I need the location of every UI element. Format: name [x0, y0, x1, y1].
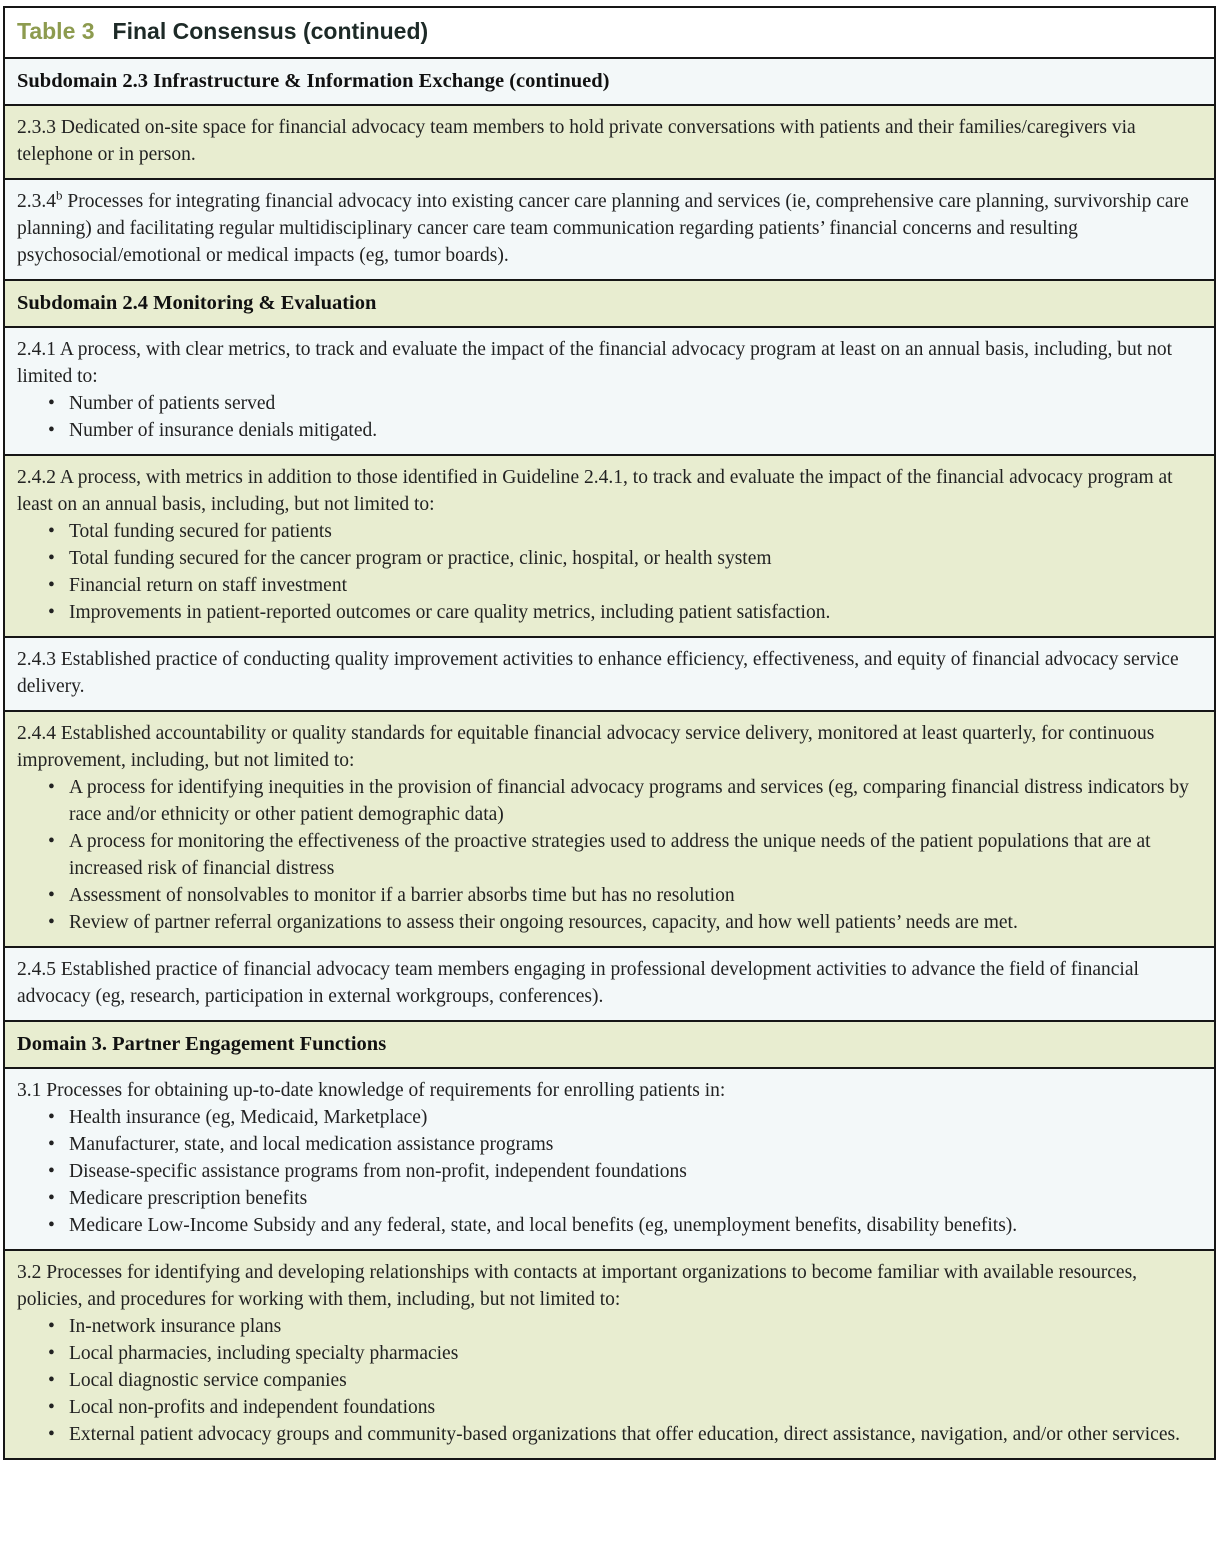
- bullet-item: [17, 1131, 1200, 1158]
- table-number-label: Table 3: [17, 18, 95, 44]
- consensus-table: [3, 6, 1216, 1460]
- bullet-icon: •: [48, 884, 55, 906]
- bullet-icon: •: [48, 1315, 55, 1337]
- bullet-item: [17, 1340, 1200, 1367]
- bullet-icon: •: [48, 419, 55, 441]
- guideline-body: Established practice of conducting quality improvement activities to enhance efficiency, effectiveness, and equity of financial advocacy service delivery.: [17, 648, 1179, 697]
- bullet-icon: •: [48, 911, 55, 933]
- guideline-text: [17, 1077, 1200, 1104]
- bullet-item: [17, 882, 1200, 909]
- bullet-icon: •: [48, 1214, 55, 1236]
- guideline-row: [5, 1067, 1214, 1249]
- section-title: Domain 3. Partner Engagement Functions: [17, 1032, 387, 1055]
- bullet-text: Medicare Low-Income Subsidy and any federal, state, and local benefits (eg, unemployment benefits, disability benefits).: [69, 1214, 1018, 1236]
- bullet-item: [17, 828, 1200, 882]
- guideline-text: [17, 646, 1200, 700]
- guideline-body: Dedicated on-site space for financial advocacy team members to hold private conversations with patients and their families/caregivers via telephone or in person.: [17, 116, 1136, 165]
- bullet-item: [17, 417, 1200, 444]
- bullet-text: External patient advocacy groups and community-based organizations that offer education, direct assistance, navigation, and/or other services.: [69, 1423, 1180, 1445]
- guideline-text: [17, 1259, 1200, 1313]
- bullet-icon: •: [48, 1133, 55, 1155]
- bullet-icon: •: [48, 1187, 55, 1209]
- bullet-item: [17, 1212, 1200, 1239]
- guideline-row: [5, 1249, 1214, 1458]
- guideline-row: [5, 710, 1214, 946]
- bullet-text: A process for monitoring the effectiveness of the proactive strategies used to address the unique needs of the patient populations that are at increased risk of financial distress: [69, 830, 1151, 879]
- guideline-body: Established accountability or quality standards for equitable financial advocacy service delivery, monitored at least quarterly, for continuous improvement, including, but not limited to:: [17, 722, 1155, 771]
- bullet-list: [17, 1104, 1200, 1239]
- guideline-number: 2.4.5: [17, 958, 56, 980]
- guideline-body: Processes for integrating financial advocacy into existing cancer care planning and services (ie, comprehensive care planning, survivorship care planning) and facilitating regular multidisciplinary cancer care team communication regarding patients’ financial concerns and resulting psychosocial/emotional or medical impacts (eg, tumor boards).: [17, 190, 1189, 266]
- guideline-row: [5, 178, 1214, 279]
- guideline-number: 2.4.2: [17, 466, 56, 488]
- bullet-icon: •: [48, 830, 55, 852]
- bullet-icon: •: [48, 1396, 55, 1418]
- bullet-text: Manufacturer, state, and local medication assistance programs: [69, 1133, 554, 1155]
- bullet-icon: •: [48, 1369, 55, 1391]
- bullet-icon: •: [48, 520, 55, 542]
- table-title-row: [5, 8, 1214, 57]
- bullet-text: Medicare prescription benefits: [69, 1187, 308, 1209]
- bullet-text: Assessment of nonsolvables to monitor if a barrier absorbs time but has no resolution: [69, 884, 735, 906]
- bullet-text: Local pharmacies, including specialty pharmacies: [69, 1342, 459, 1364]
- bullet-item: [17, 545, 1200, 572]
- guideline-text: [17, 188, 1200, 269]
- bullet-item: [17, 1367, 1200, 1394]
- guideline-number: 2.4.1: [17, 338, 56, 360]
- bullet-icon: •: [48, 547, 55, 569]
- bullet-text: Improvements in patient-reported outcomes or care quality metrics, including patient satisfaction.: [69, 601, 831, 623]
- bullet-item: [17, 1104, 1200, 1131]
- guideline-text: [17, 956, 1200, 1010]
- footnote-marker: b: [56, 187, 63, 203]
- guideline-number: 3.1: [17, 1079, 42, 1101]
- bullet-text: Review of partner referral organizations to assess their ongoing resources, capacity, and how well patients’ needs are met.: [69, 911, 1018, 933]
- guideline-text: [17, 114, 1200, 168]
- bullet-icon: •: [48, 776, 55, 798]
- bullet-icon: •: [48, 601, 55, 623]
- section-title: Subdomain 2.4 Monitoring & Evaluation: [17, 291, 377, 314]
- bullet-item: [17, 774, 1200, 828]
- guideline-number: 3.2: [17, 1261, 42, 1283]
- section-title: Subdomain 2.3 Infrastructure & Information Exchange (continued): [17, 69, 610, 92]
- guideline-number: 2.4.3: [17, 648, 56, 670]
- bullet-text: Financial return on staff investment: [69, 574, 347, 596]
- guideline-body: A process, with clear metrics, to track and evaluate the impact of the financial advocacy program at least on an annual basis, including, but not limited to:: [17, 338, 1173, 387]
- bullet-text: Local non-profits and independent foundations: [69, 1396, 436, 1418]
- section-header-row: [5, 279, 1214, 326]
- bullet-text: Local diagnostic service companies: [69, 1369, 347, 1391]
- guideline-text: [17, 720, 1200, 774]
- bullet-item: [17, 518, 1200, 545]
- bullet-item: [17, 909, 1200, 936]
- bullet-icon: •: [48, 1106, 55, 1128]
- bullet-text: A process for identifying inequities in the provision of financial advocacy programs and services (eg, comparing financial distress indicators by race and/or ethnicity or other patient demographic data): [69, 776, 1189, 825]
- guideline-body: A process, with metrics in addition to those identified in Guideline 2.4.1, to track and evaluate the impact of the financial advocacy program at least on an annual basis, including, but not limited to:: [17, 466, 1173, 515]
- bullet-item: [17, 1313, 1200, 1340]
- bullet-item: [17, 1158, 1200, 1185]
- bullet-icon: •: [48, 1342, 55, 1364]
- bullet-item: [17, 390, 1200, 417]
- bullet-icon: •: [48, 1423, 55, 1445]
- guideline-number: 2.4.4: [17, 722, 56, 744]
- bullet-list: [17, 390, 1200, 444]
- bullet-icon: •: [48, 1160, 55, 1182]
- bullet-item: [17, 1185, 1200, 1212]
- bullet-item: [17, 572, 1200, 599]
- bullet-text: In-network insurance plans: [69, 1315, 282, 1337]
- guideline-text: [17, 464, 1200, 518]
- guideline-row: [5, 326, 1214, 454]
- bullet-item: [17, 1421, 1200, 1448]
- bullet-list: [17, 774, 1200, 936]
- section-header-row: [5, 1020, 1214, 1067]
- section-header-row: [5, 57, 1214, 104]
- guideline-body: Processes for identifying and developing relationships with contacts at important organizations to become familiar with available resources, policies, and procedures for working with them, including, but not limited to:: [17, 1261, 1138, 1310]
- bullet-item: [17, 1394, 1200, 1421]
- rows-container: [5, 57, 1214, 1458]
- guideline-row: [5, 104, 1214, 178]
- bullet-text: Number of insurance denials mitigated.: [69, 419, 378, 441]
- bullet-text: Health insurance (eg, Medicaid, Marketplace): [69, 1106, 428, 1128]
- bullet-list: [17, 518, 1200, 626]
- bullet-item: [17, 599, 1200, 626]
- guideline-row: [5, 454, 1214, 636]
- bullet-icon: •: [48, 574, 55, 596]
- bullet-text: Number of patients served: [69, 392, 276, 414]
- guideline-number: 2.3.4: [17, 190, 56, 212]
- guideline-body: Processes for obtaining up-to-date knowledge of requirements for enrolling patients in:: [46, 1079, 726, 1101]
- guideline-number: 2.3.3: [17, 116, 56, 138]
- bullet-text: Disease-specific assistance programs from non-profit, independent foundations: [69, 1160, 687, 1182]
- guideline-row: [5, 636, 1214, 710]
- guideline-row: [5, 946, 1214, 1020]
- bullet-text: Total funding secured for patients: [69, 520, 332, 542]
- bullet-list: [17, 1313, 1200, 1448]
- bullet-text: Total funding secured for the cancer program or practice, clinic, hospital, or health system: [69, 547, 772, 569]
- guideline-body: Established practice of financial advocacy team members engaging in professional development activities to advance the field of financial advocacy (eg, research, participation in external workgroups, conferences).: [17, 958, 1139, 1007]
- table-title-text: Final Consensus (continued): [112, 18, 429, 44]
- guideline-text: [17, 336, 1200, 390]
- bullet-icon: •: [48, 392, 55, 414]
